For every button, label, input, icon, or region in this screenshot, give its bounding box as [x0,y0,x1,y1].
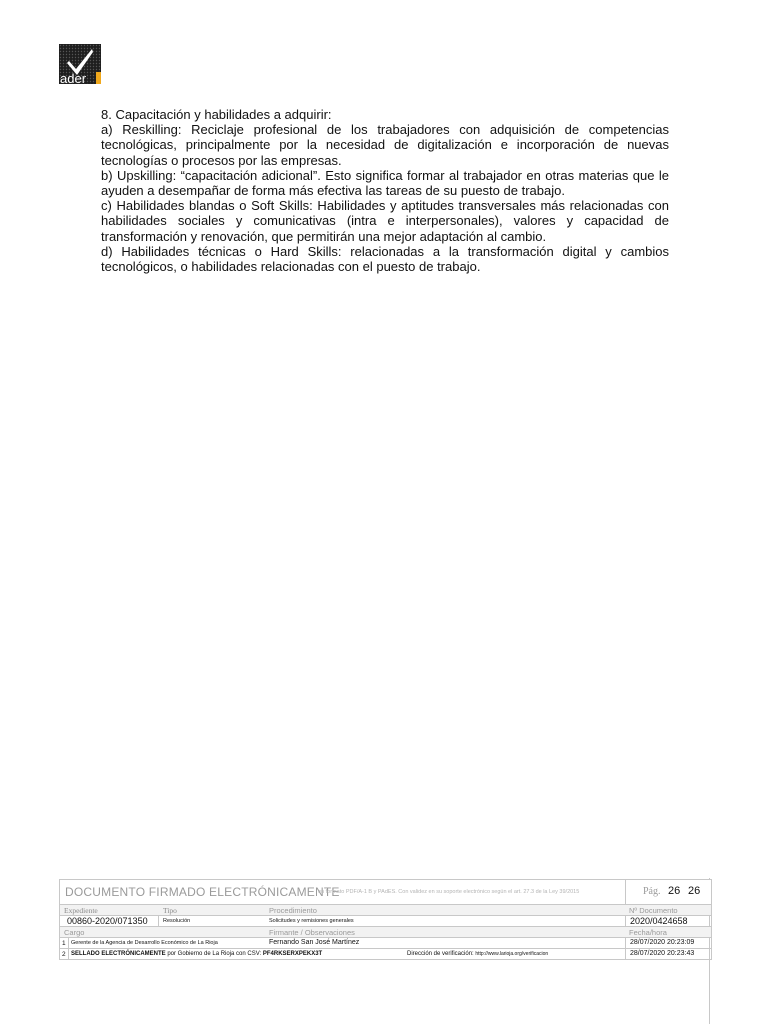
seal-date: 28/07/2020 20:23:43 [630,950,695,957]
page-total: 26 [688,885,701,897]
logo-text: ader [60,71,87,84]
paragraph-upskilling: b) Upskilling: “capacitación adicional”. Esto significa formar al trabajador en otras materias que le ayuden a desempañar de forma más efectiva las tareas de su puesto de trabajo. [101,167,669,199]
ader-logo [59,44,101,84]
paragraph-hard-skills: d) Habilidades técnicas o Hard Skills: relacionadas a la transformación digital y cambios tecnológicos, o habilidades relacionadas con el puesto de trabajo. [101,243,669,275]
signer-cargo: Gerente de la Agencia de Desarrollo Económico de La Rioja [71,940,218,946]
paragraph-reskilling: a) Reskilling: Reciclaje profesional de los trabajadores con adquisición de competencias tecnológicas, principalmente por la necesidad de digitalización e incorporación de nuevas tecnologías o procesos por las empresas. [101,122,669,168]
expediente-value: 00860-2020/071350 [67,916,148,926]
label-expediente: Expediente [64,906,98,915]
verification-link[interactable]: Dirección de verificación: http://www.larioja.org/verificacion [407,951,549,957]
footer-title-row [59,879,712,904]
signer-date: 28/07/2020 20:23:09 [630,939,695,946]
signer-number: 1 [62,940,66,947]
signer-row-1 [59,937,712,948]
signer-name: Fernando San José Martínez [269,939,360,946]
label-procedimiento: Procedimiento [269,906,317,915]
document-info-row [59,915,712,926]
paragraph-soft-skills: c) Habilidades blandas o Soft Skills: Habilidades y aptitudes transversales más relacionadas con habilidades sociales y comunicativas (intra e interpersonales), valores y capacidad de transformación y renovación, que permitirán una mejor adaptación al cambio. [101,198,669,244]
page-label: Pág. [643,886,661,897]
label-n-documento: Nº Documento [629,906,678,915]
header-labels-row [59,904,712,915]
tipo-value: Resolución [163,918,191,924]
label-cargo: Cargo [64,928,85,937]
label-fecha: Fecha/hora [629,928,667,937]
page-current: 26 [668,885,681,897]
signer-labels-row [59,926,712,937]
n-documento-value: 2020/0424658 [630,916,688,926]
label-firmante: Firmante / Observaciones [269,928,355,937]
signer-number: 2 [62,951,66,958]
document-body [101,107,669,274]
footer-subtitle: en formato PDF/A-1 B y PAdES. Con validez en su soporte electrónico según el art. 27.3 de la Ley 39/2015 [318,889,580,895]
page-counter [625,880,714,904]
signer-row-2 [59,948,712,960]
signature-footer [59,879,712,960]
section-heading: 8. Capacitación y habilidades a adquirir: [101,107,332,122]
label-tipo: Tipo [163,906,177,915]
footer-title: DOCUMENTO FIRMADO ELECTRÓNICAMENTE [65,885,340,899]
procedimiento-value: Solicitudes y remisiones generales [269,918,354,924]
seal-text: SELLADO ELECTRÓNICAMENTE por Gobierno de La Rioja con CSV: PF4RKSERXPEKX3T [71,951,323,957]
